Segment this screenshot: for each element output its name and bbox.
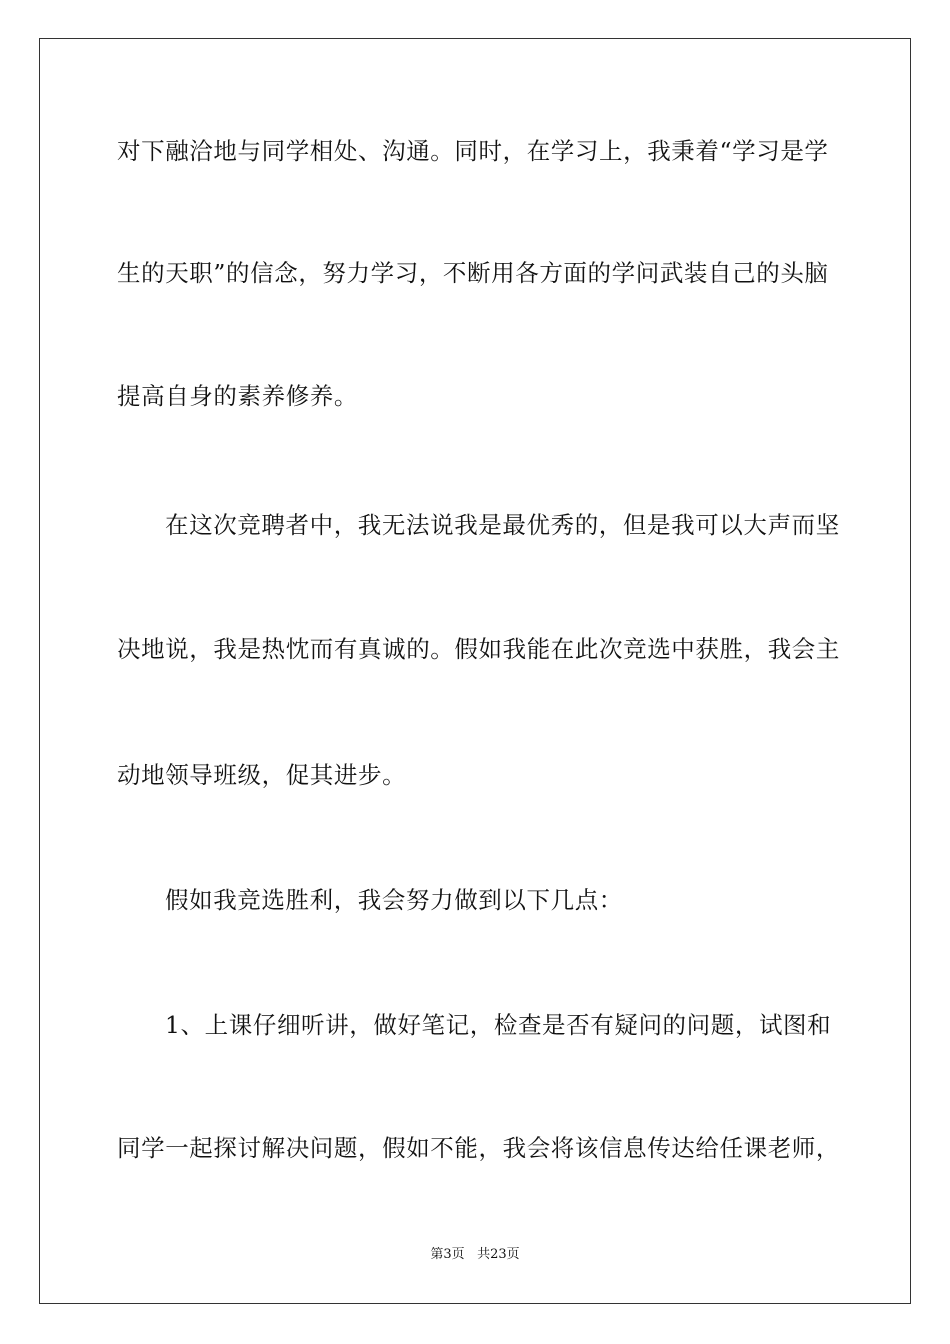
text-line: 同学一起探讨解决问题，假如不能，我会将该信息传达给任课老师，: [117, 1134, 840, 1162]
page-total: 共23页: [477, 1247, 520, 1262]
text-line: 生的天职”的信念，努力学习，不断用各方面的学问武装自己的头脑: [117, 259, 829, 287]
page-number: 第3页: [430, 1247, 465, 1262]
page-footer: [0, 1246, 950, 1264]
page-border: [39, 38, 911, 1304]
text-line: 在这次竞聘者中，我无法说我是最优秀的，但是我可以大声而坚: [165, 511, 840, 539]
text-line: 动地领导班级，促其进步。: [117, 761, 407, 789]
text-line: 1、上课仔细听讲，做好笔记，检查是否有疑问的问题，试图和: [165, 1011, 832, 1039]
text-line: 决地说，我是热忱而有真诚的。假如我能在此次竞选中获胜，我会主: [117, 635, 840, 663]
text-line: 对下融洽地与同学相处、沟通。同时，在学习上，我秉着“学习是学: [117, 137, 829, 165]
text-line: 提高自身的素养修养。: [117, 382, 358, 410]
text-line: 假如我竞选胜利，我会努力做到以下几点：: [165, 886, 623, 914]
